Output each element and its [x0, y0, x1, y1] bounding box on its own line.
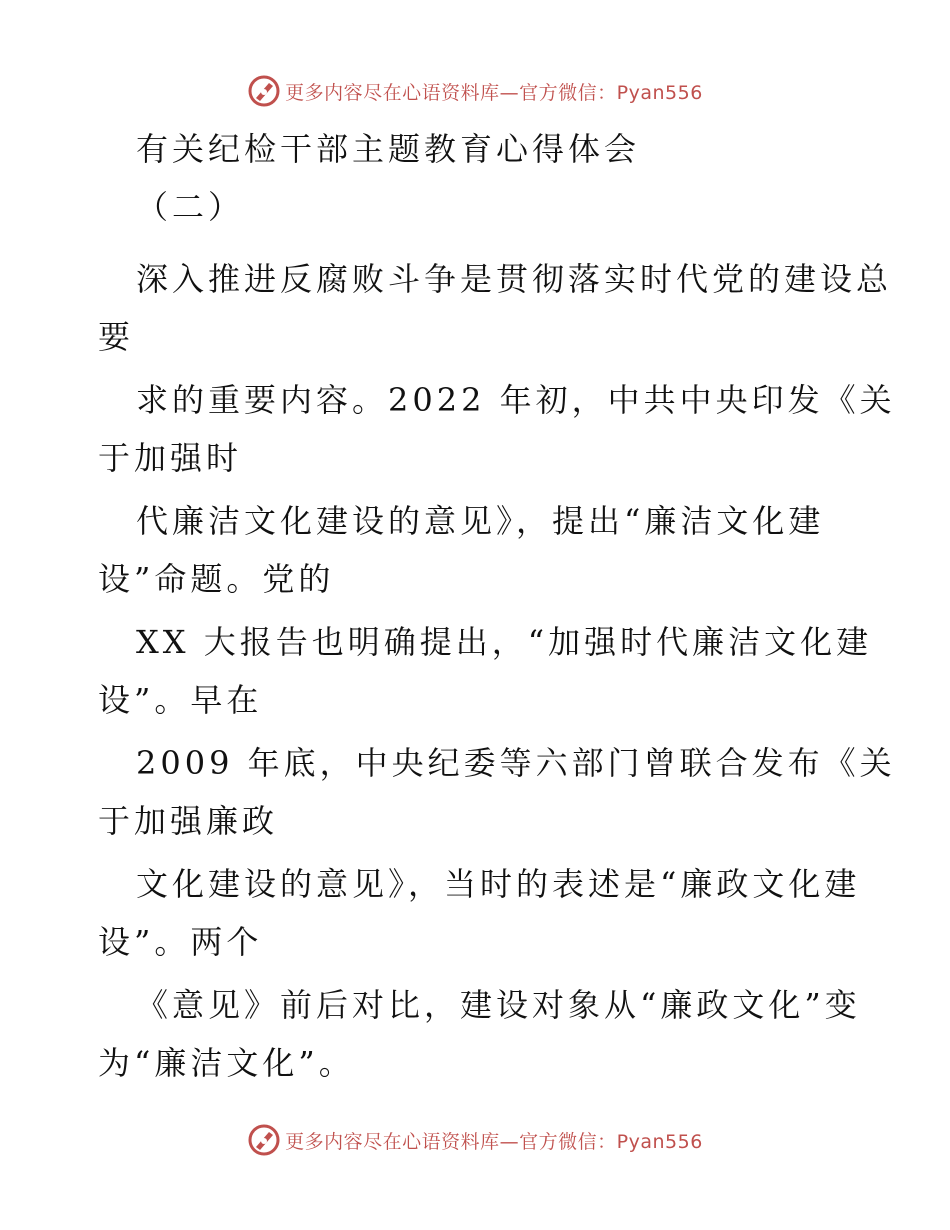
paragraph-line: 为“廉洁文化”。 [98, 1044, 355, 1082]
paragraph-line: 设”。早在 [98, 681, 263, 719]
watermark-text: 更多内容尽在心语资料库—官方微信：Pyan556 [285, 1130, 703, 1153]
document-body [98, 120, 896, 1092]
brand-logo-icon [247, 74, 281, 108]
document-title: 有关纪检干部主题教育心得体会 [136, 130, 641, 168]
paragraph-line: 于加强时 [98, 439, 243, 477]
watermark-banner-bottom [0, 1120, 950, 1160]
paragraph-line: 求的重要内容。2022 年初，中共中央印发《关 [136, 381, 896, 419]
document-subtitle: （二） [136, 188, 245, 226]
paragraph-line: 文化建设的意见》，当时的表述是“廉政文化建 [136, 865, 861, 903]
watermark-text: 更多内容尽在心语资料库—官方微信：Pyan556 [285, 81, 703, 104]
watermark-banner-top [0, 71, 950, 111]
paragraph-line: 代廉洁文化建设的意见》，提出“廉洁文化建 [136, 502, 825, 540]
paragraph-line: 2009 年底，中央纪委等六部门曾联合发布《关 [136, 744, 896, 782]
paragraph-line: XX 大报告也明确提出，“加强时代廉洁文化建 [136, 623, 873, 661]
paragraph-line: 设”命题。党的 [98, 560, 335, 598]
paragraph-line: 设”。两个 [98, 923, 263, 961]
brand-logo-icon [247, 1123, 281, 1157]
paragraph-line: 《意见》前后对比，建设对象从“廉政文化”变 [136, 986, 861, 1024]
paragraph-line: 深入推进反腐败斗争是贯彻落实时代党的建设总 [136, 260, 893, 298]
paragraph-line: 于加强廉政 [98, 802, 279, 840]
paragraph-line: 要 [98, 318, 135, 356]
